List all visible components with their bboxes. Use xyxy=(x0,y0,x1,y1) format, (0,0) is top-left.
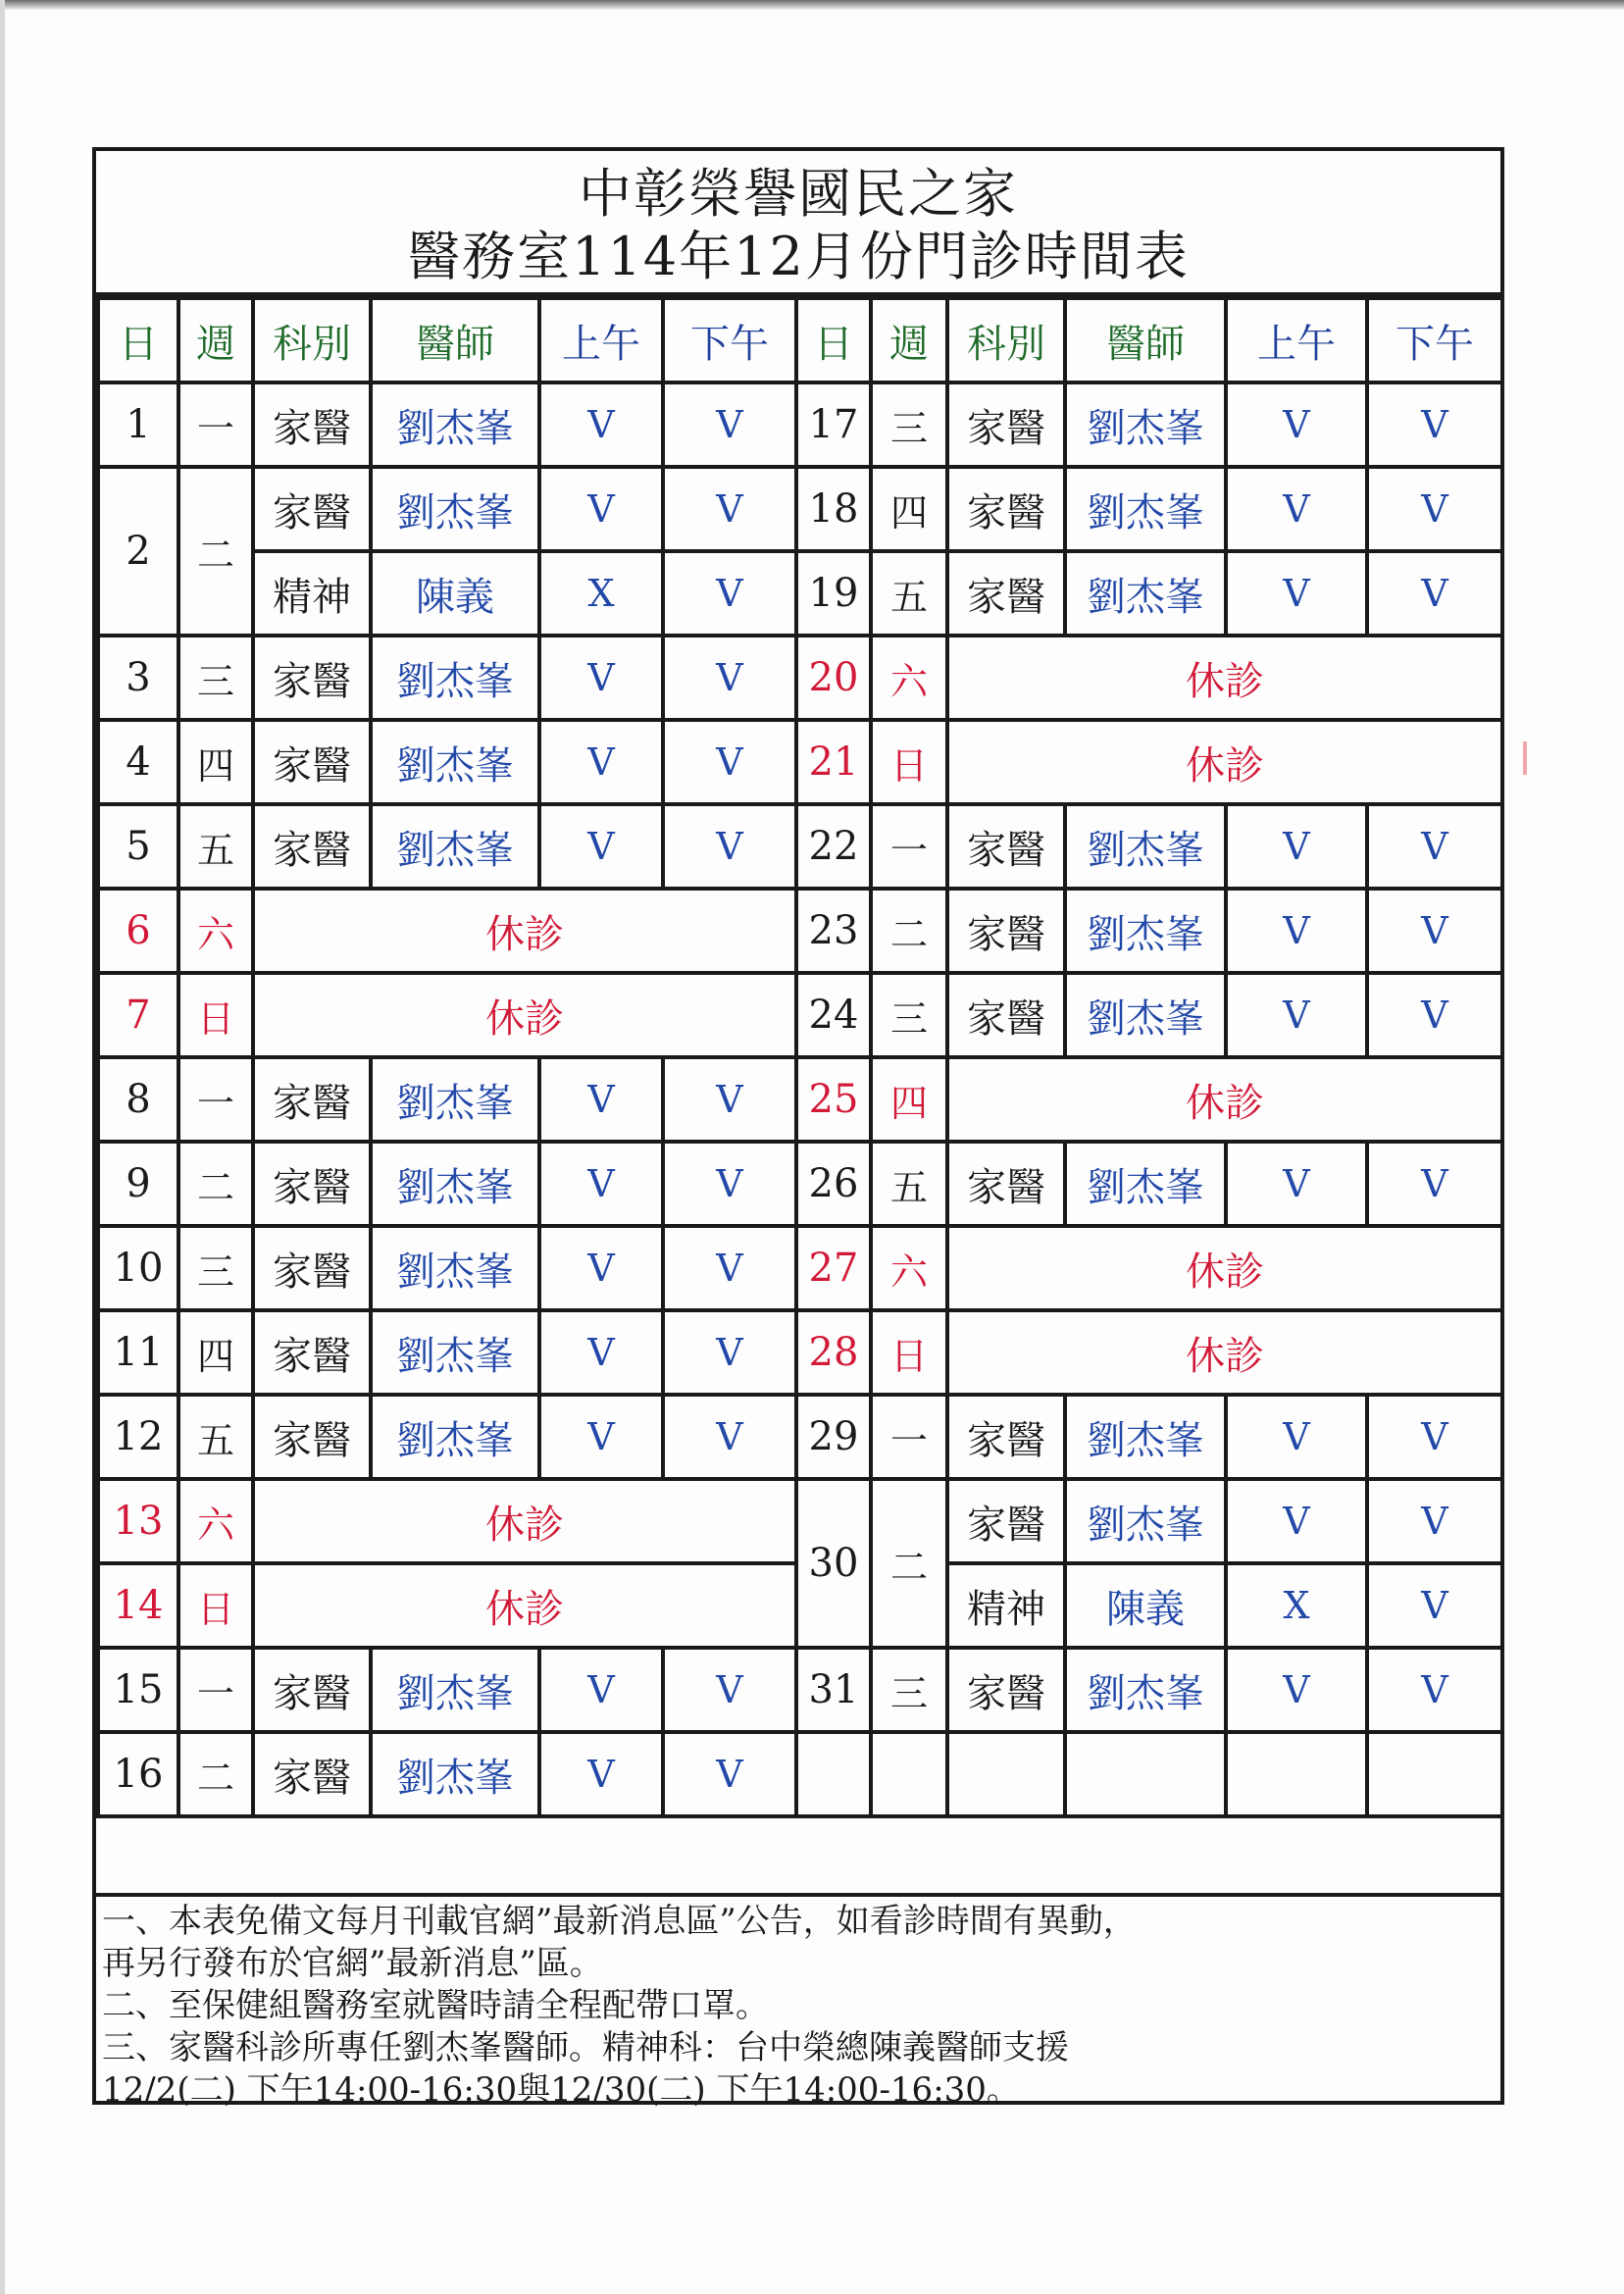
header-dept: 科別 xyxy=(253,298,371,382)
day-number: 14 xyxy=(98,1563,178,1648)
morning-mark: V xyxy=(1226,1395,1367,1479)
afternoon-mark: V xyxy=(663,720,796,804)
day-number: 18 xyxy=(796,467,871,551)
doctor-name: 劉杰峯 xyxy=(1065,467,1226,551)
weekday: 六 xyxy=(871,1226,947,1310)
weekday: 五 xyxy=(178,1395,253,1479)
afternoon-mark: V xyxy=(663,1395,796,1479)
weekday: 一 xyxy=(178,1648,253,1732)
day-number: 7 xyxy=(98,973,178,1057)
department: 家醫 xyxy=(253,1732,371,1816)
afternoon-mark: V xyxy=(663,1142,796,1226)
closed-label: 休診 xyxy=(253,973,796,1057)
department: 家醫 xyxy=(253,1226,371,1310)
schedule-row xyxy=(98,1310,1502,1395)
day-number: 25 xyxy=(796,1057,871,1142)
day-number: 27 xyxy=(796,1226,871,1310)
header-row xyxy=(98,298,1502,382)
schedule-document xyxy=(92,147,1504,2110)
blank-cell xyxy=(1065,1732,1226,1816)
day-number: 29 xyxy=(796,1395,871,1479)
weekday: 二 xyxy=(871,889,947,973)
header-pm: 下午 xyxy=(1367,298,1502,382)
afternoon-mark: V xyxy=(1367,1142,1502,1226)
weekday: 日 xyxy=(871,720,947,804)
doctor-name: 劉杰峯 xyxy=(371,1395,539,1479)
department: 家醫 xyxy=(947,804,1065,889)
day-number: 19 xyxy=(796,551,871,636)
department: 家醫 xyxy=(253,467,371,551)
doctor-name: 劉杰峯 xyxy=(371,1057,539,1142)
schedule-table xyxy=(96,296,1504,1818)
department: 家醫 xyxy=(253,636,371,720)
department: 家醫 xyxy=(253,804,371,889)
weekday: 二 xyxy=(178,1142,253,1226)
schedule-row xyxy=(98,1395,1502,1479)
doctor-name: 劉杰峯 xyxy=(1065,1648,1226,1732)
morning-mark: X xyxy=(1226,1563,1367,1648)
schedule-row xyxy=(98,973,1502,1057)
afternoon-mark: V xyxy=(663,1648,796,1732)
department: 家醫 xyxy=(253,1142,371,1226)
department: 家醫 xyxy=(947,467,1065,551)
afternoon-mark: V xyxy=(1367,551,1502,636)
day-number: 30 xyxy=(796,1479,871,1648)
schedule-row xyxy=(98,720,1502,804)
weekday: 一 xyxy=(178,382,253,467)
afternoon-mark: V xyxy=(663,1732,796,1816)
morning-mark: V xyxy=(539,1057,663,1142)
day-number: 3 xyxy=(98,636,178,720)
afternoon-mark: V xyxy=(663,382,796,467)
weekday: 三 xyxy=(871,1648,947,1732)
day-number: 11 xyxy=(98,1310,178,1395)
doctor-name: 劉杰峯 xyxy=(1065,382,1226,467)
morning-mark: V xyxy=(1226,1142,1367,1226)
afternoon-mark: V xyxy=(663,551,796,636)
afternoon-mark: V xyxy=(1367,1648,1502,1732)
day-number: 22 xyxy=(796,804,871,889)
doctor-name: 劉杰峯 xyxy=(1065,1142,1226,1226)
doctor-name: 劉杰峯 xyxy=(371,382,539,467)
day-number: 24 xyxy=(796,973,871,1057)
morning-mark: V xyxy=(1226,973,1367,1057)
closed-label: 休診 xyxy=(253,1563,796,1648)
afternoon-mark: V xyxy=(663,1057,796,1142)
morning-mark: V xyxy=(1226,467,1367,551)
weekday: 一 xyxy=(871,1395,947,1479)
weekday: 二 xyxy=(178,467,253,636)
day-number: 16 xyxy=(98,1732,178,1816)
weekday: 四 xyxy=(178,720,253,804)
afternoon-mark: V xyxy=(1367,382,1502,467)
note-line: 12/2(二) 下午14:00-16:30與12/30(二) 下午14:00-16:30。 xyxy=(102,2070,1020,2110)
schedule-row xyxy=(98,1142,1502,1226)
day-number: 8 xyxy=(98,1057,178,1142)
department: 家醫 xyxy=(253,1310,371,1395)
afternoon-mark: V xyxy=(1367,1563,1502,1648)
morning-mark: V xyxy=(1226,382,1367,467)
afternoon-mark: V xyxy=(663,1310,796,1395)
department: 精神 xyxy=(253,551,371,636)
morning-mark: V xyxy=(539,720,663,804)
doctor-name: 劉杰峯 xyxy=(371,467,539,551)
weekday: 四 xyxy=(178,1310,253,1395)
weekday: 日 xyxy=(178,1563,253,1648)
schedule-row xyxy=(98,889,1502,973)
note-line: 三、家醫科診所專任劉杰峯醫師。精神科：台中榮總陳義醫師支援 xyxy=(102,2028,1069,2067)
schedule-row xyxy=(98,804,1502,889)
doctor-name: 劉杰峯 xyxy=(371,636,539,720)
note-line: 二、至保健組醫務室就醫時請全程配帶口罩。 xyxy=(102,1986,769,2025)
day-number: 6 xyxy=(98,889,178,973)
weekday: 日 xyxy=(871,1310,947,1395)
day-number: 4 xyxy=(98,720,178,804)
closed-label: 休診 xyxy=(947,1310,1502,1395)
schedule-row xyxy=(98,636,1502,720)
closed-label: 休診 xyxy=(947,1057,1502,1142)
morning-mark: V xyxy=(539,1648,663,1732)
closed-label: 休診 xyxy=(947,636,1502,720)
morning-mark: V xyxy=(539,1395,663,1479)
department: 家醫 xyxy=(253,382,371,467)
morning-mark: V xyxy=(539,1226,663,1310)
blank-cell xyxy=(947,1732,1065,1816)
note-line: 再另行發布於官網”最新消息”區。 xyxy=(102,1944,603,1983)
department: 精神 xyxy=(947,1563,1065,1648)
day-number: 10 xyxy=(98,1226,178,1310)
afternoon-mark: V xyxy=(1367,804,1502,889)
morning-mark: V xyxy=(539,467,663,551)
header-week: 週 xyxy=(178,298,253,382)
schedule-row xyxy=(98,1226,1502,1310)
morning-mark: X xyxy=(539,551,663,636)
morning-mark: V xyxy=(539,1310,663,1395)
morning-mark: V xyxy=(539,1732,663,1816)
schedule-row xyxy=(98,1648,1502,1732)
day-number: 9 xyxy=(98,1142,178,1226)
weekday: 日 xyxy=(178,973,253,1057)
afternoon-mark: V xyxy=(663,1226,796,1310)
department: 家醫 xyxy=(253,1395,371,1479)
header-am: 上午 xyxy=(539,298,663,382)
document-title xyxy=(96,151,1500,296)
doctor-name: 劉杰峯 xyxy=(1065,1479,1226,1563)
day-number: 2 xyxy=(98,467,178,636)
schedule-row xyxy=(98,382,1502,467)
doctor-name: 劉杰峯 xyxy=(371,1648,539,1732)
header-am: 上午 xyxy=(1226,298,1367,382)
department: 家醫 xyxy=(947,1479,1065,1563)
blank-cell xyxy=(1226,1732,1367,1816)
doctor-name: 劉杰峯 xyxy=(371,1310,539,1395)
weekday: 六 xyxy=(871,636,947,720)
scan-edge-top xyxy=(0,0,1624,10)
header-day: 日 xyxy=(796,298,871,382)
afternoon-mark: V xyxy=(1367,1479,1502,1563)
blank-cell xyxy=(796,1732,871,1816)
day-number: 28 xyxy=(796,1310,871,1395)
department: 家醫 xyxy=(253,720,371,804)
scan-mark xyxy=(1523,741,1527,775)
day-number: 1 xyxy=(98,382,178,467)
afternoon-mark: V xyxy=(663,467,796,551)
department: 家醫 xyxy=(947,1648,1065,1732)
morning-mark: V xyxy=(1226,889,1367,973)
department: 家醫 xyxy=(947,551,1065,636)
department: 家醫 xyxy=(947,1395,1065,1479)
closed-label: 休診 xyxy=(947,1226,1502,1310)
header-day: 日 xyxy=(98,298,178,382)
notes-section xyxy=(96,1893,1500,2110)
doctor-name: 陳義 xyxy=(1065,1563,1226,1648)
title-line-2: 醫務室114年12月份門診時間表 xyxy=(407,226,1190,287)
day-number: 31 xyxy=(796,1648,871,1732)
weekday: 五 xyxy=(871,1142,947,1226)
afternoon-mark: V xyxy=(663,804,796,889)
afternoon-mark: V xyxy=(1367,889,1502,973)
weekday: 二 xyxy=(871,1479,947,1648)
doctor-name: 劉杰峯 xyxy=(1065,889,1226,973)
afternoon-mark: V xyxy=(663,636,796,720)
day-number: 12 xyxy=(98,1395,178,1479)
closed-label: 休診 xyxy=(947,720,1502,804)
morning-mark: V xyxy=(539,382,663,467)
weekday: 一 xyxy=(871,804,947,889)
day-number: 26 xyxy=(796,1142,871,1226)
header-week: 週 xyxy=(871,298,947,382)
doctor-name: 劉杰峯 xyxy=(1065,804,1226,889)
day-number: 21 xyxy=(796,720,871,804)
schedule-row xyxy=(98,1479,1502,1563)
morning-mark: V xyxy=(1226,1648,1367,1732)
day-number: 20 xyxy=(796,636,871,720)
day-number: 13 xyxy=(98,1479,178,1563)
schedule-row xyxy=(98,1732,1502,1816)
doctor-name: 劉杰峯 xyxy=(371,804,539,889)
header-dept: 科別 xyxy=(947,298,1065,382)
weekday: 三 xyxy=(871,973,947,1057)
weekday: 三 xyxy=(178,1226,253,1310)
morning-mark: V xyxy=(1226,1479,1367,1563)
schedule-row xyxy=(98,551,1502,636)
morning-mark: V xyxy=(1226,551,1367,636)
weekday: 五 xyxy=(178,804,253,889)
header-pm: 下午 xyxy=(663,298,796,382)
doctor-name: 陳義 xyxy=(371,551,539,636)
title-line-1: 中彰榮譽國民之家 xyxy=(579,163,1018,225)
day-number: 23 xyxy=(796,889,871,973)
header-doctor: 醫師 xyxy=(1065,298,1226,382)
afternoon-mark: V xyxy=(1367,973,1502,1057)
day-number: 17 xyxy=(796,382,871,467)
weekday: 四 xyxy=(871,1057,947,1142)
header-doctor: 醫師 xyxy=(371,298,539,382)
morning-mark: V xyxy=(539,636,663,720)
scan-edge-left xyxy=(0,0,5,2294)
doctor-name: 劉杰峯 xyxy=(371,1732,539,1816)
department: 家醫 xyxy=(947,973,1065,1057)
doctor-name: 劉杰峯 xyxy=(371,1226,539,1310)
weekday: 五 xyxy=(871,551,947,636)
day-number: 15 xyxy=(98,1648,178,1732)
weekday: 一 xyxy=(178,1057,253,1142)
doctor-name: 劉杰峯 xyxy=(1065,1395,1226,1479)
note-line: 一、本表免備文每月刊載官網”最新消息區”公告，如看診時間有異動， xyxy=(102,1902,1137,1941)
doctor-name: 劉杰峯 xyxy=(371,720,539,804)
afternoon-mark: V xyxy=(1367,467,1502,551)
morning-mark: V xyxy=(539,1142,663,1226)
morning-mark: V xyxy=(1226,804,1367,889)
closed-label: 休診 xyxy=(253,889,796,973)
blank-cell xyxy=(1367,1732,1502,1816)
weekday: 二 xyxy=(178,1732,253,1816)
weekday: 三 xyxy=(178,636,253,720)
weekday: 六 xyxy=(178,889,253,973)
department: 家醫 xyxy=(947,1142,1065,1226)
afternoon-mark: V xyxy=(1367,1395,1502,1479)
doctor-name: 劉杰峯 xyxy=(371,1142,539,1226)
schedule-row xyxy=(98,1057,1502,1142)
morning-mark: V xyxy=(539,804,663,889)
schedule-row xyxy=(98,467,1502,551)
closed-label: 休診 xyxy=(253,1479,796,1563)
doctor-name: 劉杰峯 xyxy=(1065,551,1226,636)
blank-cell xyxy=(871,1732,947,1816)
weekday: 六 xyxy=(178,1479,253,1563)
department: 家醫 xyxy=(253,1648,371,1732)
doctor-name: 劉杰峯 xyxy=(1065,973,1226,1057)
department: 家醫 xyxy=(253,1057,371,1142)
weekday: 四 xyxy=(871,467,947,551)
day-number: 5 xyxy=(98,804,178,889)
weekday: 三 xyxy=(871,382,947,467)
department: 家醫 xyxy=(947,889,1065,973)
department: 家醫 xyxy=(947,382,1065,467)
